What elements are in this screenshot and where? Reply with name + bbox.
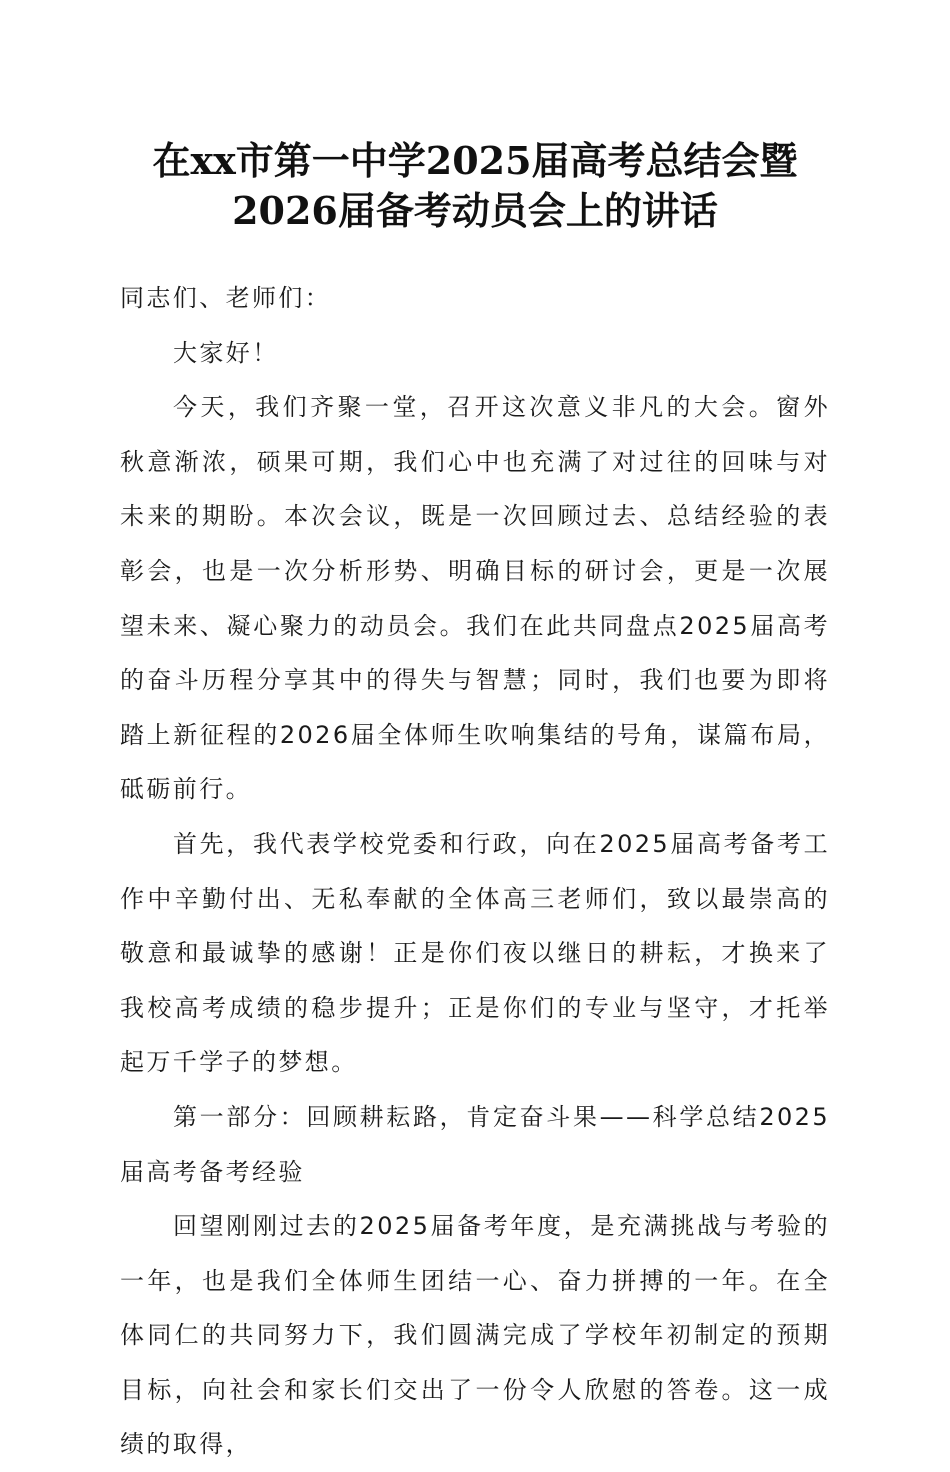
paragraph-thanks: 首先，我代表学校党委和行政，向在2025届高考备考工作中辛勤付出、无私奉献的全体高三老师们，致以最崇高的敬意和最诚挚的感谢！正是你们夜以继日的耕耘，才换来了我校高考成绩的稳步提升；正是你们的专业与坚守，才托举起万千学子的梦想。 bbox=[120, 829, 830, 1077]
document-title: 在xx市第一中学2025届高考总结会暨2026届备考动员会上的讲话 bbox=[152, 138, 798, 233]
greeting: 大家好！ bbox=[173, 338, 279, 367]
salutation: 同志们、老师们： bbox=[120, 284, 332, 312]
section-heading: 第一部分：回顾耕耘路，肯定奋斗果——科学总结2025届高考备考经验 bbox=[120, 1102, 830, 1186]
paragraph-review: 回望刚刚过去的2025届备考年度，是充满挑战与考验的一年，也是我们全体师生团结一心、奋力拼搏的一年。在全体同仁的共同努力下，我们圆满完成了学校年初制定的预期目标，向社会和家长们交出了一份令人欣慰的答卷。这一成绩的取得， bbox=[120, 1212, 830, 1459]
paragraph-opening: 今天，我们齐聚一堂，召开这次意义非凡的大会。窗外秋意渐浓，硕果可期，我们心中也充满了对过往的回味与对未来的期盼。本次会议，既是一次回顾过去、总结经验的表彰会，也是一次分析形势、明确目标的研讨会，更是一次展望未来、凝心聚力的动员会。我们在此共同盘点2025届高考的奋斗历程分享其中的得失与智慧；同时，我们也要为即将踏上新征程的2026届全体师生吹响集结的号角，谋篇布局，砥砺前行。 bbox=[120, 393, 830, 804]
document-body bbox=[120, 271, 830, 1472]
